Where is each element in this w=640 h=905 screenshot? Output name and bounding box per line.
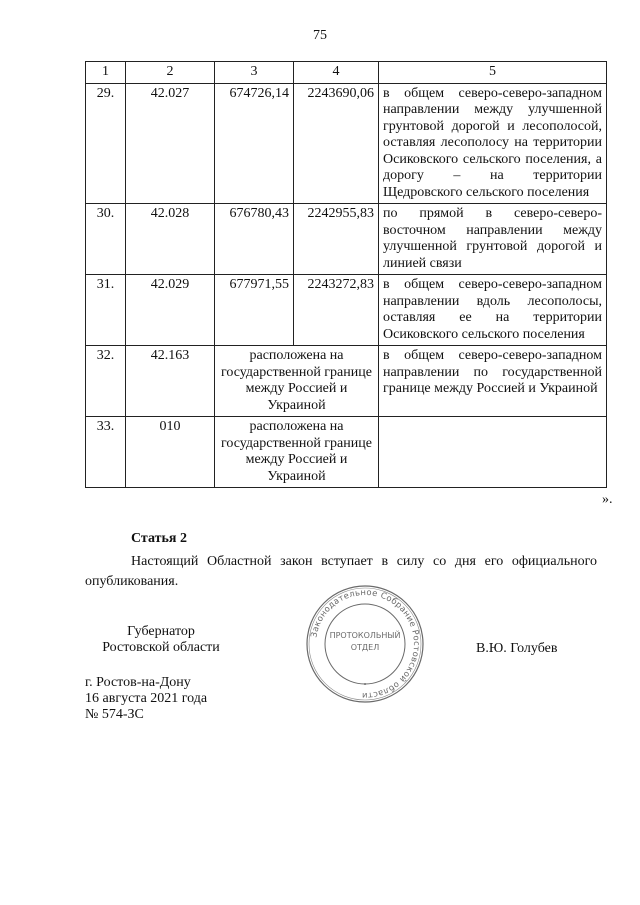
point-code: 42.029	[126, 275, 215, 346]
official-stamp	[305, 584, 425, 704]
page-number: 75	[313, 28, 327, 43]
stamp-star-icon: •	[363, 680, 367, 689]
row-number: 31.	[86, 275, 126, 346]
boundary-description: в общем северо-северо-западном направлении вдоль лесополосы, оставляя ее на территории Осиковского сельского поселения	[379, 275, 607, 346]
column-header: 2	[126, 62, 215, 84]
article-text: Настоящий Областной закон вступает в силу со дня его официального опубликования.	[85, 554, 597, 589]
row-number: 29.	[86, 83, 126, 204]
column-header: 3	[215, 62, 294, 84]
signatory-title-line: Ростовской области	[102, 640, 220, 655]
table-row	[86, 417, 607, 488]
coordinate-y: 2243272,83	[294, 275, 379, 346]
stamp-outer-text: Законодательное Собрание Ростовской области	[308, 586, 423, 702]
boundary-description: в общем северо-северо-западном направлении между улучшенной грунтовой дорогой и лесополосой, оставляя лесополосу на территории Осиковского сельского поселения, а дорогу – на территории Щедровского сельского поселения	[379, 83, 607, 204]
closing-quote-mark: ».	[602, 492, 613, 507]
stamp-inner-line: ОТДЕЛ	[350, 643, 380, 652]
stamp-inner-line: ПРОТОКОЛЬНЫЙ	[329, 631, 401, 640]
column-header: 4	[294, 62, 379, 84]
point-code: 42.163	[126, 346, 215, 417]
boundary-description: в общем северо-северо-западном направлении по государственной границе между Россией и Украиной	[379, 346, 607, 417]
signing-date: 16 августа 2021 года	[85, 691, 208, 706]
coordinate-y: 2242955,83	[294, 204, 379, 275]
boundary-points-table	[85, 61, 607, 488]
point-code: 42.028	[126, 204, 215, 275]
coordinate-y: 2243690,06	[294, 83, 379, 204]
point-location: расположена на государственной границе между Россией и Украиной	[215, 346, 379, 417]
row-number: 33.	[86, 417, 126, 488]
signatory-title	[85, 624, 237, 656]
table-row	[86, 83, 607, 204]
point-code: 42.027	[126, 83, 215, 204]
boundary-description: по прямой в северо-северо-восточном направлении между улучшенной грунтовой дорогой и линией связи	[379, 204, 607, 275]
signatory-name: В.Ю. Голубев	[476, 641, 558, 656]
law-number: № 574-ЗС	[85, 707, 144, 722]
article-title: Статья 2	[131, 531, 187, 546]
row-number: 32.	[86, 346, 126, 417]
signing-city: г. Ростов-на-Дону	[85, 675, 191, 690]
boundary-description	[379, 417, 607, 488]
column-header: 5	[379, 62, 607, 84]
table-header-row	[86, 62, 607, 84]
signatory-title-line: Губернатор	[127, 624, 195, 639]
table-row	[86, 204, 607, 275]
coordinate-x: 674726,14	[215, 83, 294, 204]
coordinate-x: 676780,43	[215, 204, 294, 275]
row-number: 30.	[86, 204, 126, 275]
table-row	[86, 346, 607, 417]
column-header: 1	[86, 62, 126, 84]
point-location: расположена на государственной границе между Россией и Украиной	[215, 417, 379, 488]
place-and-date	[85, 675, 207, 723]
point-code: 010	[126, 417, 215, 488]
coordinate-x: 677971,55	[215, 275, 294, 346]
table-row	[86, 275, 607, 346]
